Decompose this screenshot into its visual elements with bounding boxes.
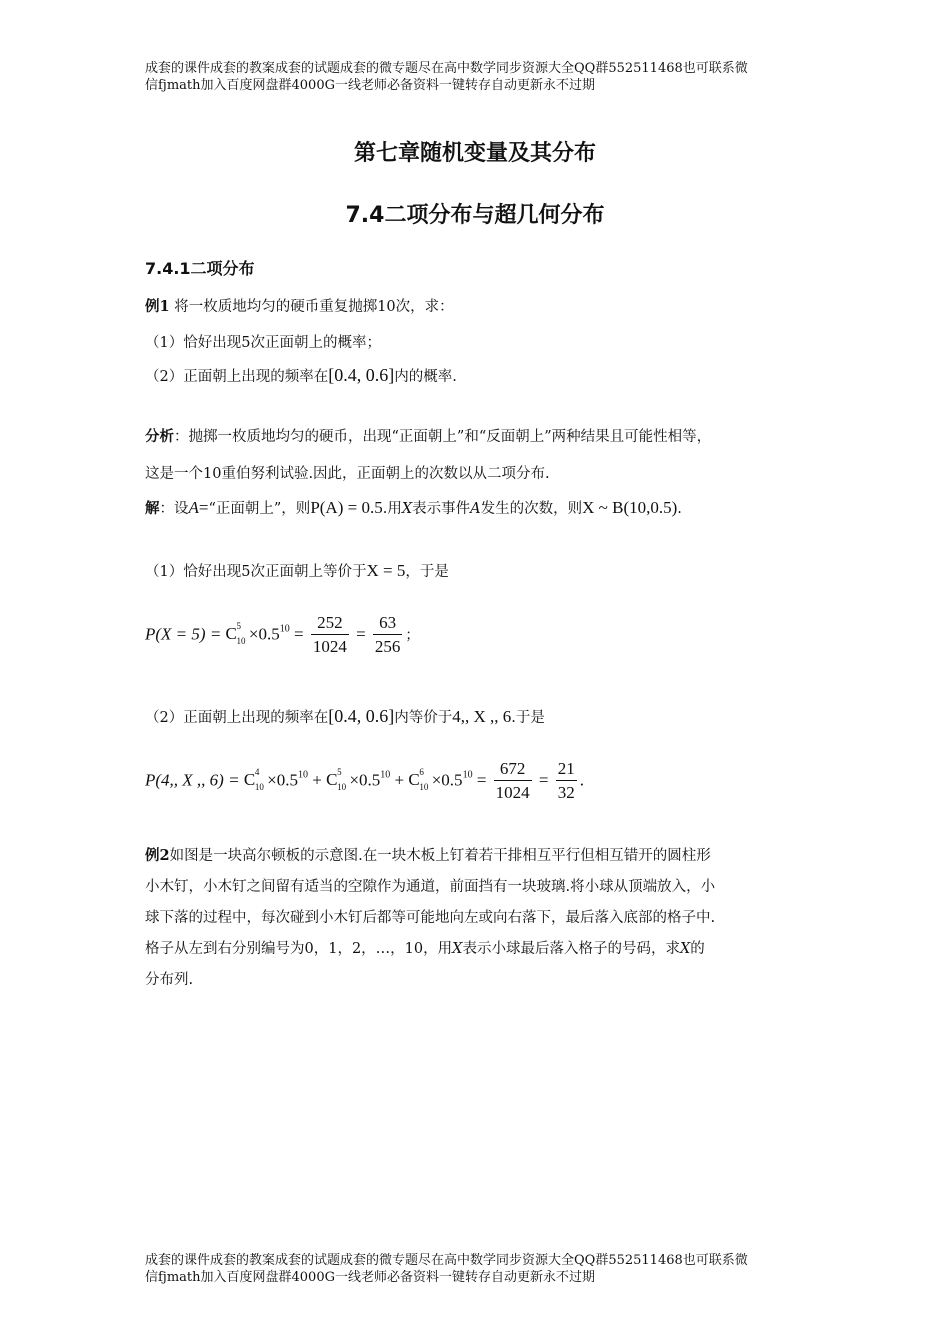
formula-1 <box>145 612 810 659</box>
combination-c4-10 <box>243 767 267 793</box>
solution-text: “正面朝上”，则 <box>208 501 311 517</box>
denominator: 256 <box>374 637 401 656</box>
part1-equation: X = 5 <box>366 561 406 580</box>
formula1-end: ； <box>405 628 420 644</box>
part1-prefix: （1）恰好出现5次正面朝上等价于 <box>145 564 367 580</box>
numerator: 21 <box>556 758 577 781</box>
formula-2 <box>145 758 810 805</box>
subsection-title: 7.4.1二项分布 <box>145 259 255 278</box>
comb-symbol: C <box>326 770 338 790</box>
solution-text: . <box>677 501 682 517</box>
example2-line-5: 分布列. <box>145 972 194 988</box>
plus-sign: + <box>308 770 327 790</box>
power: 10 <box>462 769 473 781</box>
var-x: X <box>401 501 413 517</box>
comb-upper: 5 <box>337 767 342 778</box>
comb-symbol: C <box>408 770 420 790</box>
term: ×0.5 <box>349 770 381 790</box>
example2-line-1 <box>145 840 805 872</box>
comb-lower: 10 <box>254 782 264 793</box>
event-a: A <box>188 498 199 517</box>
part2-mid: 内等价于 <box>394 710 453 726</box>
denominator: 32 <box>557 783 575 802</box>
footer-banner <box>145 1252 810 1286</box>
formula2-end: . <box>579 770 584 790</box>
solution-part-2 <box>145 706 810 727</box>
combination-c6-10 <box>408 767 431 793</box>
equals-sign: = <box>198 498 209 517</box>
binomial-dist: X ~ B(10,0.5) <box>582 498 678 517</box>
term: ×0.5 <box>431 770 463 790</box>
power: 10 <box>298 769 308 781</box>
example1-question-1: （1）恰好出现5次正面朝上的概率； <box>145 335 381 351</box>
comb-upper: 6 <box>419 767 424 778</box>
fraction-21-32 <box>556 758 577 805</box>
fraction-252-1024 <box>311 612 349 659</box>
example2-label: 例2 <box>145 847 170 864</box>
equals-sign: = <box>472 770 491 790</box>
part2-suffix: .于是 <box>511 710 545 726</box>
equals-sign: = <box>534 770 553 790</box>
power: 10 <box>380 769 391 781</box>
combination-c5-10 <box>225 621 249 647</box>
comb-lower: 10 <box>236 636 246 647</box>
part2-inequality: 4,, X ,, 6 <box>452 707 512 726</box>
analysis-line-2: 这是一个10重伯努利试验.因此，正面朝上的次数以从二项分布. <box>145 466 550 482</box>
formula1-lhs: P(X = 5) = <box>145 624 226 644</box>
fraction-63-256 <box>373 612 403 659</box>
banner-line-1: 成套的课件成套的教案成套的试题成套的微专题尽在高中数学同步资源大全QQ群552511468也可联系微 <box>145 1253 748 1268</box>
example2-text: 的 <box>690 941 705 957</box>
banner-line-2: 信fjmath加入百度网盘群4000G一线老师必备资料一键转存自动更新永不过期 <box>145 78 595 93</box>
combination-c5-10 <box>326 767 349 793</box>
example1-label: 例1 <box>145 298 170 315</box>
part1-suffix: ，于是 <box>405 564 449 580</box>
equals-sign: = <box>289 624 308 644</box>
solution-text: 表示事件 <box>412 501 471 517</box>
formula1-term: ×0.5 <box>248 624 280 644</box>
q2-interval: [0.4, 0.6] <box>328 365 395 385</box>
part2-interval: [0.4, 0.6] <box>328 706 395 726</box>
equals-sign: = <box>351 624 370 644</box>
event-a: A <box>470 501 481 517</box>
example2-text: 如图是一块高尔顿板的示意图.在一块木板上钉着若干排相互平行但相互错开的圆柱形 <box>169 848 711 864</box>
example1-statement <box>145 295 810 316</box>
var-x: X <box>452 941 463 957</box>
solution-text: ：设 <box>159 501 189 517</box>
numerator: 672 <box>494 758 532 781</box>
numerator: 252 <box>311 612 349 635</box>
example2-line-4 <box>145 934 805 965</box>
chapter-title: 第七章随机变量及其分布 <box>353 141 596 166</box>
example2-line-2: 小木钉，小木钉之间留有适当的空隙作为通道，前面挡有一块玻璃.将小球从顶端放入，小 <box>145 879 716 895</box>
analysis-label: 分析 <box>145 428 174 445</box>
example2-text: 表示小球最后落入格子的号码，求 <box>462 941 680 957</box>
fraction-672-1024 <box>494 758 532 805</box>
plus-sign: + <box>390 770 409 790</box>
header-banner <box>145 60 810 94</box>
solution-label: 解 <box>145 500 160 517</box>
term: ×0.5 <box>267 770 298 790</box>
solution-text: 发生的次数，则 <box>480 501 583 517</box>
banner-line-2: 信fjmath加入百度网盘群4000G一线老师必备资料一键转存自动更新永不过期 <box>145 1270 595 1285</box>
solution-text: .用 <box>382 501 402 517</box>
comb-upper: 4 <box>254 767 260 778</box>
solution-part-1 <box>145 560 810 581</box>
formula1-power: 10 <box>279 623 290 635</box>
part2-prefix: （2）正面朝上出现的频率在 <box>145 710 329 726</box>
example1-text: 将一枚质地均匀的硬币重复抛掷10次，求： <box>174 299 454 315</box>
denominator: 1024 <box>495 783 530 802</box>
denominator: 1024 <box>312 637 347 656</box>
formula2-lhs: P(4,, X ,, 6) = <box>145 770 244 790</box>
example2-line-3: 球下落的过程中，每次碰到小木钉后都等可能地向左或向右落下，最后落入底部的格子中. <box>145 910 716 926</box>
q2-suffix: 内的概率. <box>394 369 457 385</box>
prob-a: P(A) = 0.5 <box>310 498 383 517</box>
numerator: 63 <box>373 612 403 635</box>
comb-upper: 5 <box>236 621 242 632</box>
comb-symbol: C <box>243 770 256 790</box>
solution-intro <box>145 497 810 518</box>
comb-lower: 10 <box>337 782 347 793</box>
comb-lower: 10 <box>419 782 429 793</box>
var-x: X <box>679 941 691 957</box>
banner-line-1: 成套的课件成套的教案成套的试题成套的微专题尽在高中数学同步资源大全QQ群552511468也可联系微 <box>145 61 748 76</box>
comb-symbol: C <box>225 624 237 644</box>
example2-text: 格子从左到右分别编号为0，1，2，…，10，用 <box>145 941 453 957</box>
example1-question-2 <box>145 365 810 386</box>
analysis-text-1: ：抛掷一枚质地均匀的硬币，出现“正面朝上”和“反面朝上”两种结果且可能性相等， <box>174 429 712 445</box>
analysis-line-1 <box>145 425 810 446</box>
example2-paragraph <box>145 840 805 996</box>
q2-prefix: （2）正面朝上出现的频率在 <box>145 369 329 385</box>
section-title: 7.4二项分布与超几何分布 <box>345 203 605 228</box>
